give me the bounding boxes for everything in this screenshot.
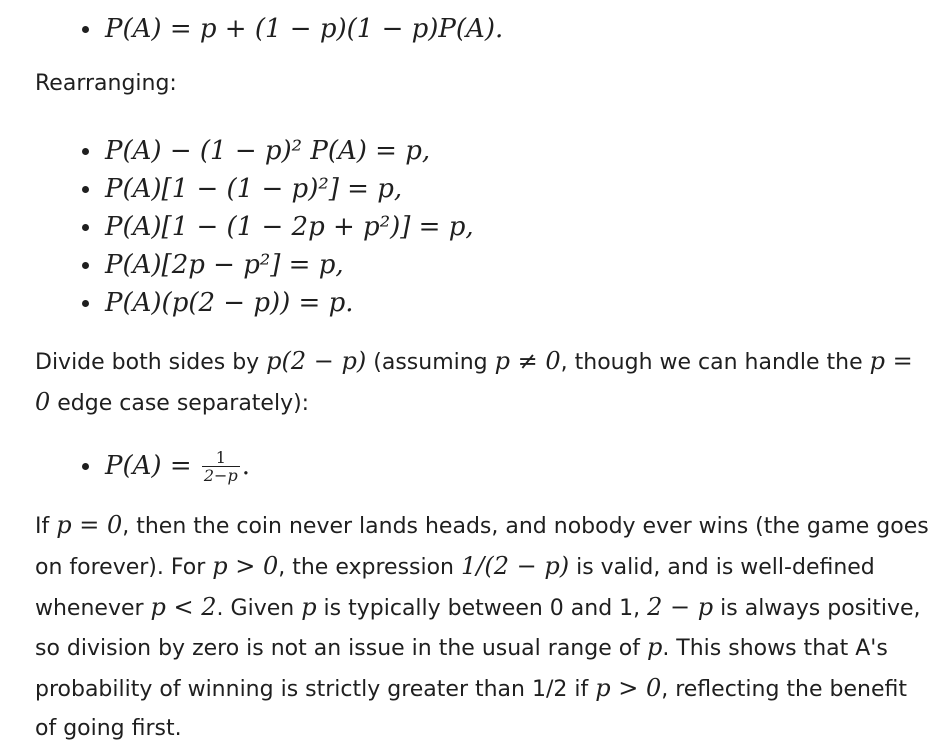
equation-list-top xyxy=(0,10,503,48)
step-item: P(A)[2p − p²] = p, xyxy=(0,246,474,284)
math-inline: p ≠ 0 xyxy=(494,347,561,375)
math-inline: 2 − p xyxy=(647,592,714,621)
result-list xyxy=(0,447,250,485)
math-inline: p(2 − p) xyxy=(266,347,367,375)
divide-paragraph: Divide both sides by p(2 − p) (assuming p ≠ 0, though we can handle the p = 0 edge case separately): xyxy=(35,347,913,416)
result-period: . xyxy=(241,451,250,481)
result-lhs: P(A) = xyxy=(105,451,200,481)
rearranging-label: Rearranging: xyxy=(35,71,177,96)
fraction-numerator: 1 xyxy=(215,448,226,467)
equation-item: P(A) = p + (1 − p)(1 − p)P(A). xyxy=(0,10,503,48)
step-item: P(A) − (1 − p)² P(A) = p, xyxy=(0,132,474,170)
math-inline: p > 0 xyxy=(595,674,662,703)
rearranging-steps xyxy=(0,132,474,322)
math-inline: p = 0 xyxy=(35,347,913,416)
step-item: P(A)[1 − (1 − p)²] = p, xyxy=(0,170,474,208)
math-inline: p = 0 xyxy=(56,511,123,539)
step-item: P(A)(p(2 − p)) = p. xyxy=(0,284,474,322)
conclusion-paragraph: If p = 0, then the coin never lands heads, and nobody ever wins (the game goes on forever). For p > 0, the expression 1/(2 − p) is valid, and is well-defined whenever p < 2. Given p is typically between 0 and 1, 2 − p is always positive, so division by zero is not an issue in the usual range of p. This shows that A's probability of winning is strictly greater than 1/2 if p > 0, reflecting the benefit of going first. xyxy=(35,511,929,741)
step-item: P(A)[1 − (1 − 2p + p²)] = p, xyxy=(0,208,474,246)
fraction xyxy=(202,449,240,484)
math-inline: p > 0 xyxy=(212,551,279,580)
math-inline: p < 2 xyxy=(150,592,217,621)
fraction-denominator: 2−p xyxy=(203,466,238,485)
result-item xyxy=(0,447,250,485)
math-inline: p xyxy=(646,633,663,662)
math-inline: p xyxy=(301,592,317,621)
math-inline: 1/(2 − p) xyxy=(461,551,570,580)
